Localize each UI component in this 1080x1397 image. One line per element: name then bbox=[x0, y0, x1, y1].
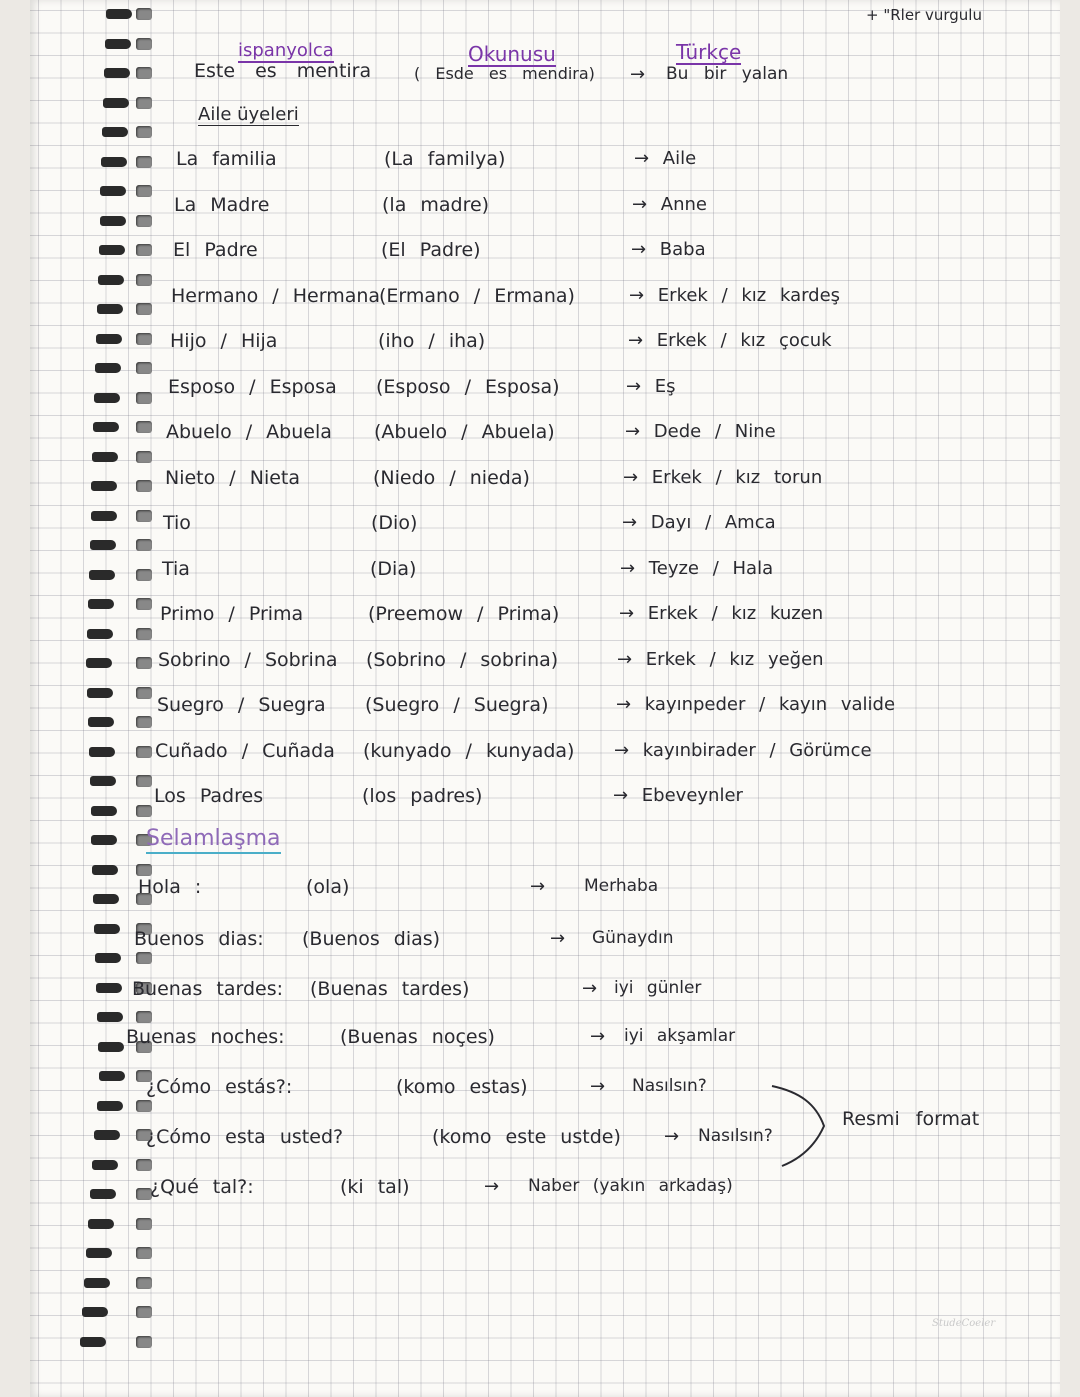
family-spanish: Abuelo / Abuela bbox=[166, 421, 332, 443]
greeting-arrow: → bbox=[484, 1176, 500, 1197]
example-turkish: Bu bir yalan bbox=[666, 64, 789, 84]
greeting-pronunciation: (Buenas tardes) bbox=[310, 978, 470, 1000]
family-pronunciation: (Dio) bbox=[371, 512, 418, 534]
greeting-pronunciation: (ki tal) bbox=[340, 1176, 410, 1198]
family-spanish: La Madre bbox=[174, 193, 270, 216]
greeting-spanish: ¿Cómo estás?: bbox=[146, 1076, 293, 1098]
family-pronunciation: (Niedo / nieda) bbox=[373, 466, 530, 489]
family-turkish: → Erkek / kız torun bbox=[623, 466, 823, 488]
family-pronunciation: (Abuelo / Abuela) bbox=[374, 421, 555, 443]
family-pronunciation: (los padres) bbox=[362, 785, 483, 807]
greeting-arrow: → bbox=[582, 978, 598, 999]
family-turkish: → Dayı / Amca bbox=[622, 512, 776, 533]
greeting-spanish: Buenos dias: bbox=[134, 928, 264, 950]
family-turkish: → Erkek / kız kuzen bbox=[619, 603, 824, 624]
greeting-turkish: iyi akşamlar bbox=[624, 1026, 736, 1046]
greeting-arrow: → bbox=[550, 928, 566, 949]
column-header-turkish: Türkçe bbox=[676, 40, 742, 64]
family-spanish: Tia bbox=[162, 557, 190, 580]
greeting-arrow: → bbox=[664, 1126, 680, 1147]
family-turkish: → Dede / Nine bbox=[625, 421, 776, 442]
family-pronunciation: (la madre) bbox=[382, 193, 490, 216]
family-turkish: → Baba bbox=[631, 239, 706, 260]
family-pronunciation: (La familya) bbox=[384, 148, 506, 170]
family-spanish: Sobrino / Sobrina bbox=[158, 648, 338, 671]
greeting-turkish: Nasılsın? bbox=[632, 1076, 707, 1096]
greeting-pronunciation: (Buenos dias) bbox=[302, 928, 441, 950]
family-spanish: Esposo / Esposa bbox=[168, 375, 337, 398]
family-turkish: → Erkek / kız kardeş bbox=[629, 284, 841, 306]
family-pronunciation: (Preemow / Prima) bbox=[368, 603, 560, 625]
family-spanish: Los Padres bbox=[154, 785, 264, 807]
greeting-arrow: → bbox=[590, 1026, 606, 1047]
greeting-turkish: iyi günler bbox=[614, 978, 702, 998]
column-header-pronunciation: Okunusu bbox=[468, 42, 556, 66]
greeting-turkish: Naber (yakın arkadaş) bbox=[528, 1176, 733, 1196]
example-arrow: → bbox=[630, 64, 646, 85]
formal-note: Resmi format bbox=[842, 1108, 980, 1130]
family-spanish: Nieto / Nieta bbox=[165, 466, 301, 489]
family-turkish: → kayınbirader / Görümce bbox=[614, 739, 872, 761]
example-pronunciation: ( Esde es mendira) bbox=[414, 64, 595, 83]
greeting-turkish: Günaydın bbox=[592, 928, 674, 948]
brace-mark bbox=[770, 1080, 830, 1170]
greeting-spanish: Hola : bbox=[138, 876, 202, 898]
greeting-arrow: → bbox=[530, 876, 546, 897]
family-spanish: Suegro / Suegra bbox=[157, 694, 326, 716]
family-pronunciation: (Suegro / Suegra) bbox=[365, 694, 549, 716]
greeting-spanish: ¿Qué tal?: bbox=[150, 1176, 254, 1198]
family-turkish: → Teyze / Hala bbox=[620, 557, 774, 579]
family-spanish: Primo / Prima bbox=[160, 603, 304, 625]
greeting-pronunciation: (komo este ustde) bbox=[432, 1126, 621, 1148]
family-turkish: → Erkek / kız çocuk bbox=[628, 330, 832, 351]
family-spanish: Hijo / Hija bbox=[170, 330, 278, 352]
header-note: + "Rler vurgulu bbox=[866, 6, 982, 24]
greeting-pronunciation: (komo estas) bbox=[396, 1076, 528, 1098]
example-spanish: Este es mentira bbox=[194, 60, 372, 82]
family-pronunciation: (Ermano / Ermana) bbox=[379, 284, 575, 307]
column-header-spanish: ispanyolca bbox=[238, 40, 334, 61]
greeting-pronunciation: (ola) bbox=[306, 876, 350, 898]
family-spanish: Cuñado / Cuñada bbox=[155, 739, 335, 762]
greeting-turkish: Merhaba bbox=[584, 876, 659, 896]
family-spanish: La familia bbox=[176, 148, 277, 170]
greeting-arrow: → bbox=[590, 1076, 606, 1097]
family-spanish: Hermano / Hermana bbox=[171, 284, 381, 307]
greetings-section-title: Selamlaşma bbox=[146, 828, 281, 854]
family-pronunciation: (iho / iha) bbox=[378, 330, 486, 352]
family-pronunciation: (Esposo / Esposa) bbox=[376, 375, 560, 398]
family-pronunciation: (Sobrino / sobrina) bbox=[366, 648, 559, 671]
family-turkish: → Aile bbox=[634, 148, 697, 169]
greeting-spanish: Buenas noches: bbox=[126, 1026, 285, 1048]
family-spanish: Tio bbox=[163, 512, 191, 534]
watermark: StudeCoeler bbox=[932, 1318, 996, 1329]
family-spanish: El Padre bbox=[173, 239, 258, 261]
greeting-pronunciation: (Buenas noçes) bbox=[340, 1026, 495, 1048]
family-turkish: → Erkek / kız yeğen bbox=[617, 648, 824, 670]
family-turkish: → Eş bbox=[626, 375, 676, 397]
family-section-title: Aile üyeleri bbox=[198, 104, 299, 125]
family-pronunciation: (kunyado / kunyada) bbox=[363, 739, 575, 762]
family-turkish: → Anne bbox=[632, 193, 708, 215]
family-turkish: → Ebeveynler bbox=[613, 785, 743, 806]
greeting-turkish: Nasılsın? bbox=[698, 1126, 773, 1146]
family-pronunciation: (Dia) bbox=[370, 557, 417, 580]
family-pronunciation: (El Padre) bbox=[381, 239, 481, 261]
greeting-spanish: Buenas tardes: bbox=[132, 978, 284, 1000]
family-turkish: → kayınpeder / kayın valide bbox=[616, 694, 896, 715]
greeting-spanish: ¿Cómo esta usted? bbox=[146, 1126, 344, 1148]
spiral-binding bbox=[0, 0, 150, 1397]
